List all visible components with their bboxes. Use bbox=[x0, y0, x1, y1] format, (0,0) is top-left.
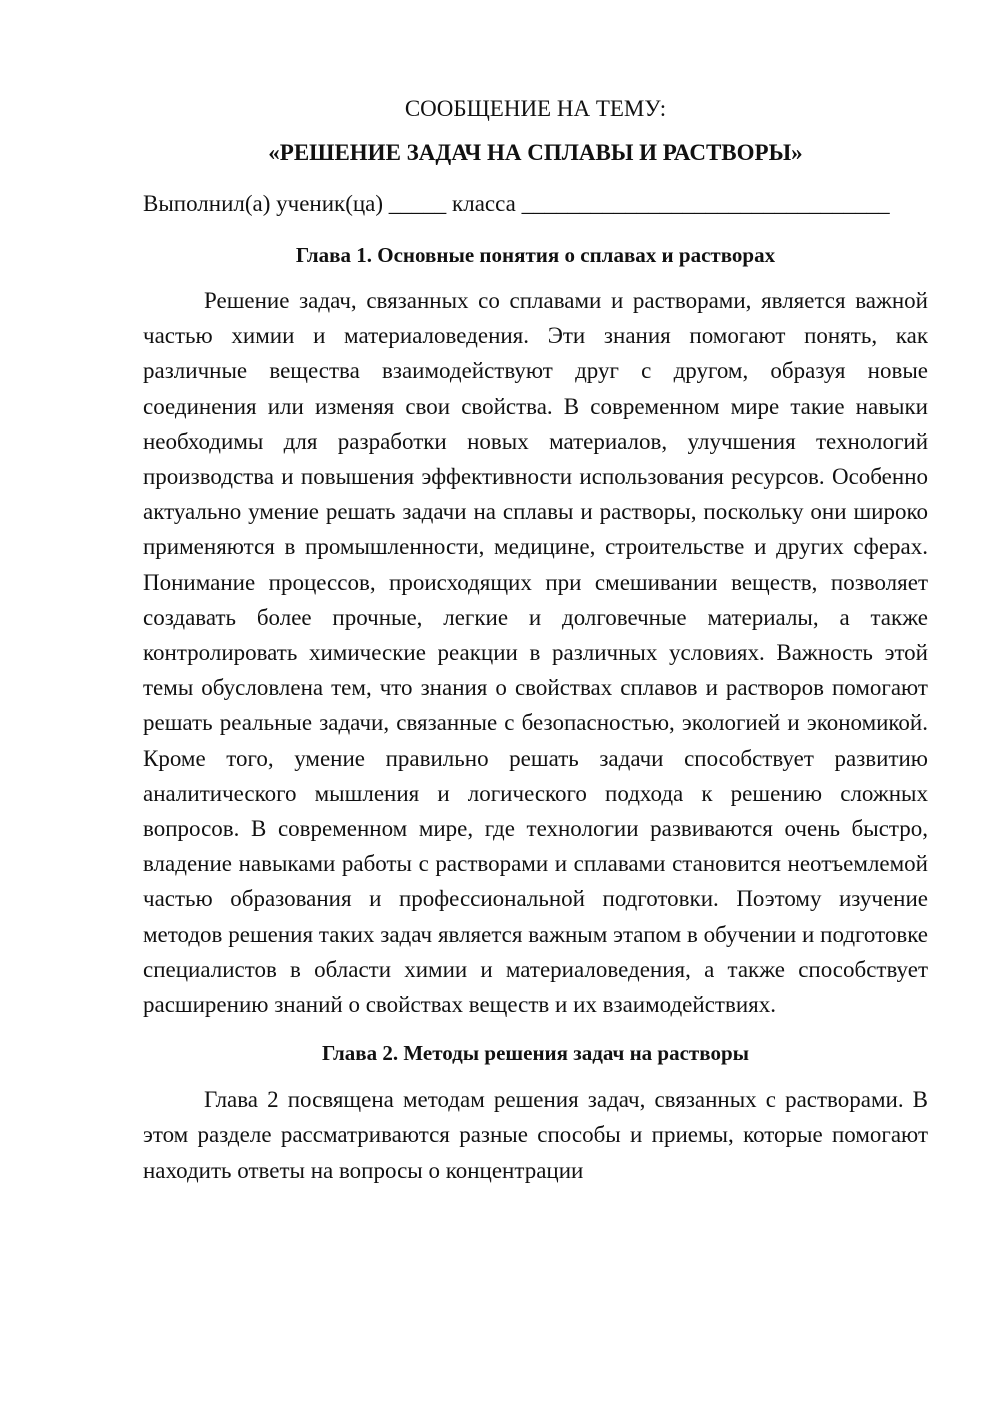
author-line: Выполнил(а) ученик(ца) _____ класса ________________________________ bbox=[143, 191, 890, 216]
document-title: СООБЩЕНИЕ НА ТЕМУ: bbox=[404, 96, 667, 121]
document-page bbox=[143, 92, 928, 1392]
chapter-1-heading: Глава 1. Основные понятия о сплавах и растворах bbox=[295, 243, 776, 267]
chapter-1-paragraph: Решение задач, связанных со сплавами и растворами, является важной частью химии и материаловедения. Эти знания помогают понять, как различные вещества взаимодействуют друг с другом, образуя новые соединения или изменяя свои свойства. В современном мире такие навыки необходимы для разработки новых материалов, улучшения технологий производства и повышения эффективности использования ресурсов. Особенно актуально умение решать задачи на сплавы и растворы, поскольку они широко применяются в промышленности, медицине, строительстве и других сферах. Понимание процессов, происходящих при смешивании веществ, позволяет создавать более прочные, легкие и долговечные материалы, а также контролировать химические реакции в различных условиях. Важность этой темы обусловлена тем, что знания о свойствах сплавов и растворов помогают решать реальные задачи, связанные с безопасностью, экологией и экономикой. Кроме того, умение правильно решать задачи способствует развитию аналитического мышления и логического подхода к решению сложных вопросов. В современном мире, где технологии развиваются очень быстро, владение навыками работы с растворами и сплавами становится неотъемлемой частью образования и профессиональной подготовки. Поэтому изучение методов решения таких задач является важным этапом в обучении и подготовке специалистов в области химии и материаловедения, а также способствует расширению знаний о свойствах веществ и их взаимодействиях. bbox=[143, 288, 928, 1018]
chapter-2-paragraph: Глава 2 посвящена методам решения задач, связанных с растворами. В этом разделе рассматриваются разные способы и приемы, которые помогают находить ответы на вопросы о концентрации bbox=[143, 1087, 928, 1183]
chapter-2-heading: Глава 2. Методы решения задач на растворы bbox=[321, 1041, 750, 1066]
document-subtitle: «РЕШЕНИЕ ЗАДАЧ НА СПЛАВЫ И РАСТВОРЫ» bbox=[268, 140, 803, 165]
